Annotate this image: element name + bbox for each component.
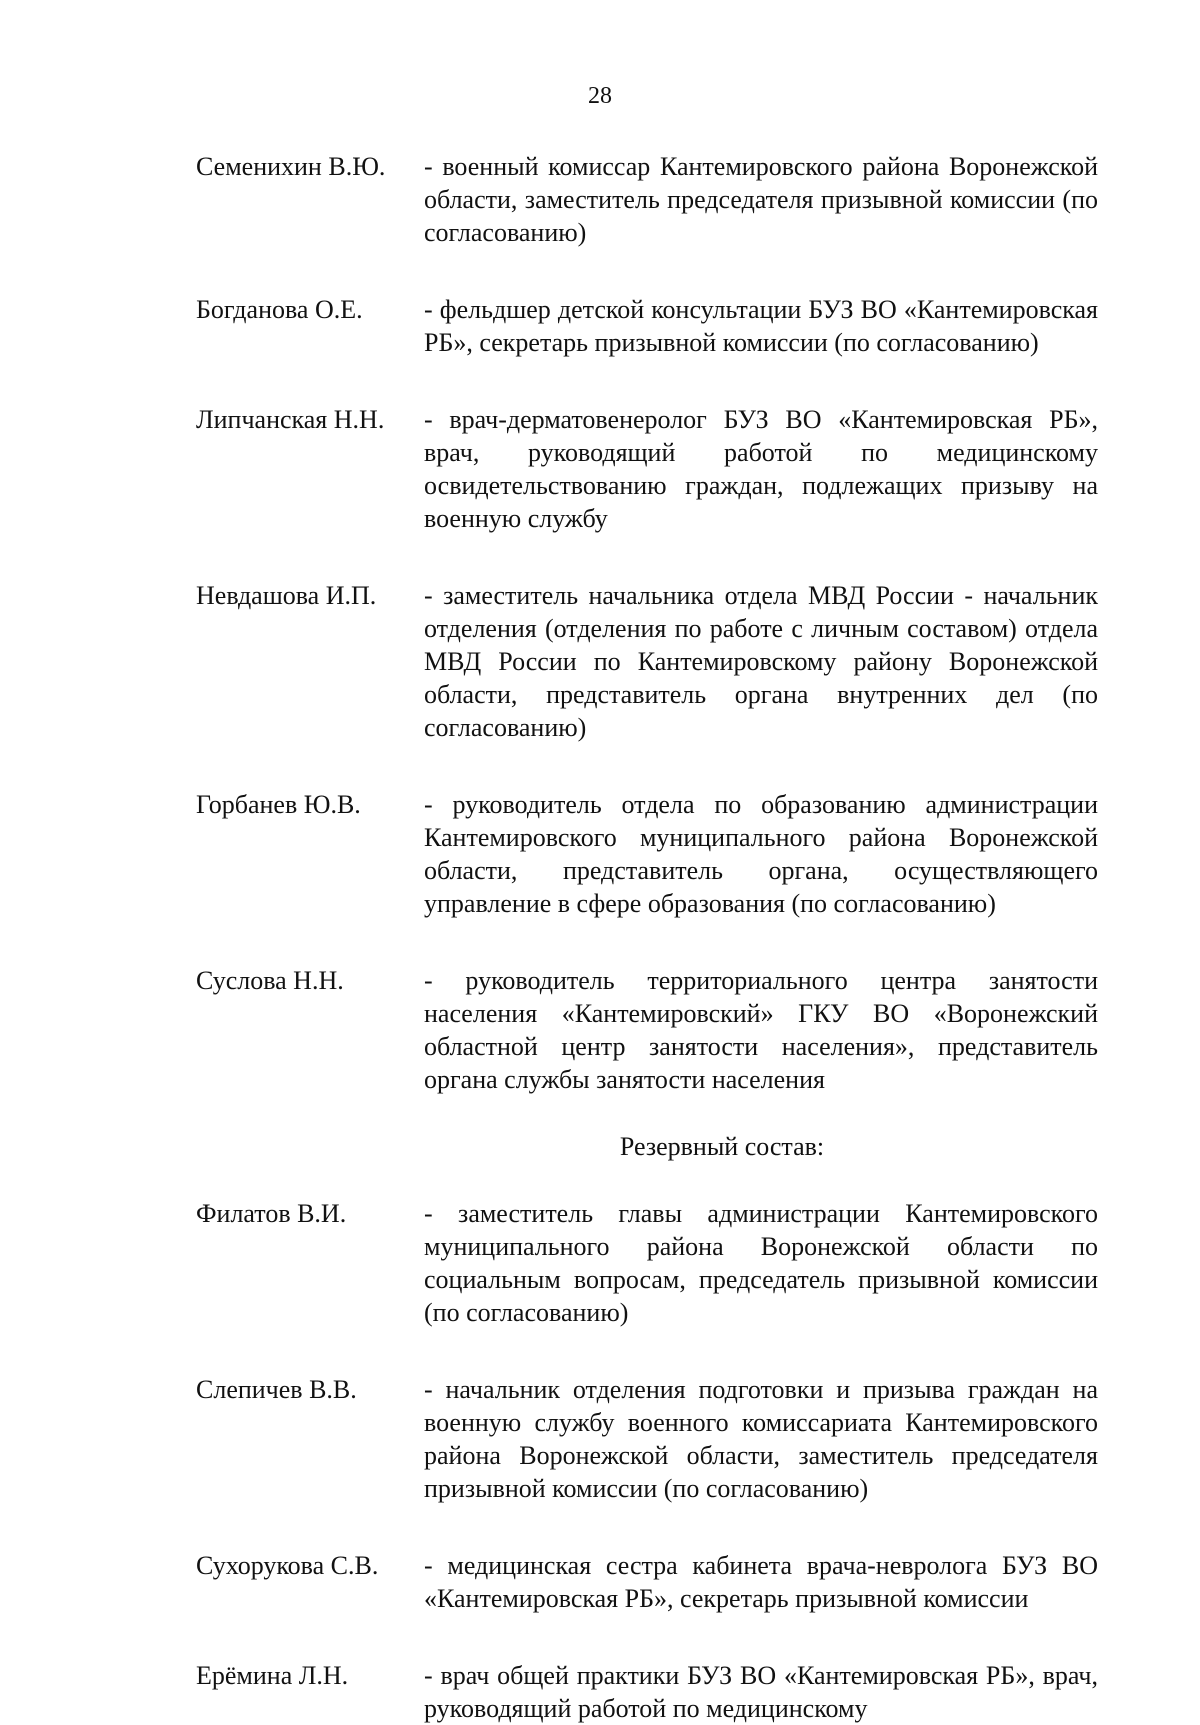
member-position: - врач-дерматовенеролог БУЗ ВО «Кантемировская РБ», врач, руководящий работой по медицинскому освидетельствованию граждан, подлежащих призыву на военную службу (424, 405, 1098, 533)
commission-list (196, 150, 1098, 1725)
member-name: Горбанев Ю.В. (196, 790, 361, 819)
member-position: - руководитель территориального центра занятости населения «Кантемировский» ГКУ ВО «Воронежский областной центр занятости населения», представитель органа службы занятости населения (424, 966, 1098, 1094)
member-name: Слепичев В.В. (196, 1375, 357, 1404)
member-position: - руководитель отдела по образованию администрации Кантемировского муниципального района Воронежской области, представитель органа, осуществляющего управление в сфере образования (по согласованию) (424, 790, 1098, 918)
reserve-heading: Резервный состав: (619, 1132, 825, 1161)
member-name: Ерёмина Л.Н. (196, 1661, 349, 1690)
member-position: - фельдшер детской консультации БУЗ ВО «Кантемировская РБ», секретарь призывной комиссии (по согласованию) (424, 295, 1098, 357)
member-name: Суслова Н.Н. (196, 966, 344, 995)
member-name: Липчанская Н.Н. (196, 405, 385, 434)
member-position: - заместитель главы администрации Кантемировского муниципального района Воронежской области по социальным вопросам, председатель призывной комиссии (по согласованию) (424, 1199, 1098, 1327)
list-item (196, 150, 1098, 249)
list-item (196, 1373, 1098, 1505)
member-name: Богданова О.Е. (196, 295, 363, 324)
member-name: Семенихин В.Ю. (196, 152, 386, 181)
member-position: - заместитель начальника отдела МВД России - начальник отделения (отделения по работе с личным составом) отдела МВД России по Кантемировскому району Воронежской области, представитель органа внутренних дел (по согласованию) (424, 581, 1098, 742)
list-item (196, 964, 1098, 1096)
member-position: - военный комиссар Кантемировского района Воронежской области, заместитель председателя призывной комиссии (по согласованию) (424, 152, 1098, 247)
list-item (196, 579, 1098, 744)
member-name: Филатов В.И. (196, 1199, 347, 1228)
member-position: - врач общей практики БУЗ ВО «Кантемировская РБ», врач, руководящий работой по медицинскому (424, 1661, 1098, 1723)
list-item (196, 1549, 1098, 1615)
member-position: - начальник отделения подготовки и призыва граждан на военную службу военного комиссариата Кантемировского района Воронежской области, заместитель председателя призывной комиссии (по согласованию) (424, 1375, 1098, 1503)
list-item (196, 1659, 1098, 1725)
member-position: - медицинская сестра кабинета врача-невролога БУЗ ВО «Кантемировская РБ», секретарь призывной комиссии (424, 1551, 1098, 1613)
list-item (196, 293, 1098, 359)
list-item (196, 403, 1098, 535)
list-item (196, 1197, 1098, 1329)
member-name: Невдашова И.П. (196, 581, 377, 610)
page-number: 28 (588, 83, 612, 109)
list-item (196, 788, 1098, 920)
member-name: Сухорукова С.В. (196, 1551, 379, 1580)
